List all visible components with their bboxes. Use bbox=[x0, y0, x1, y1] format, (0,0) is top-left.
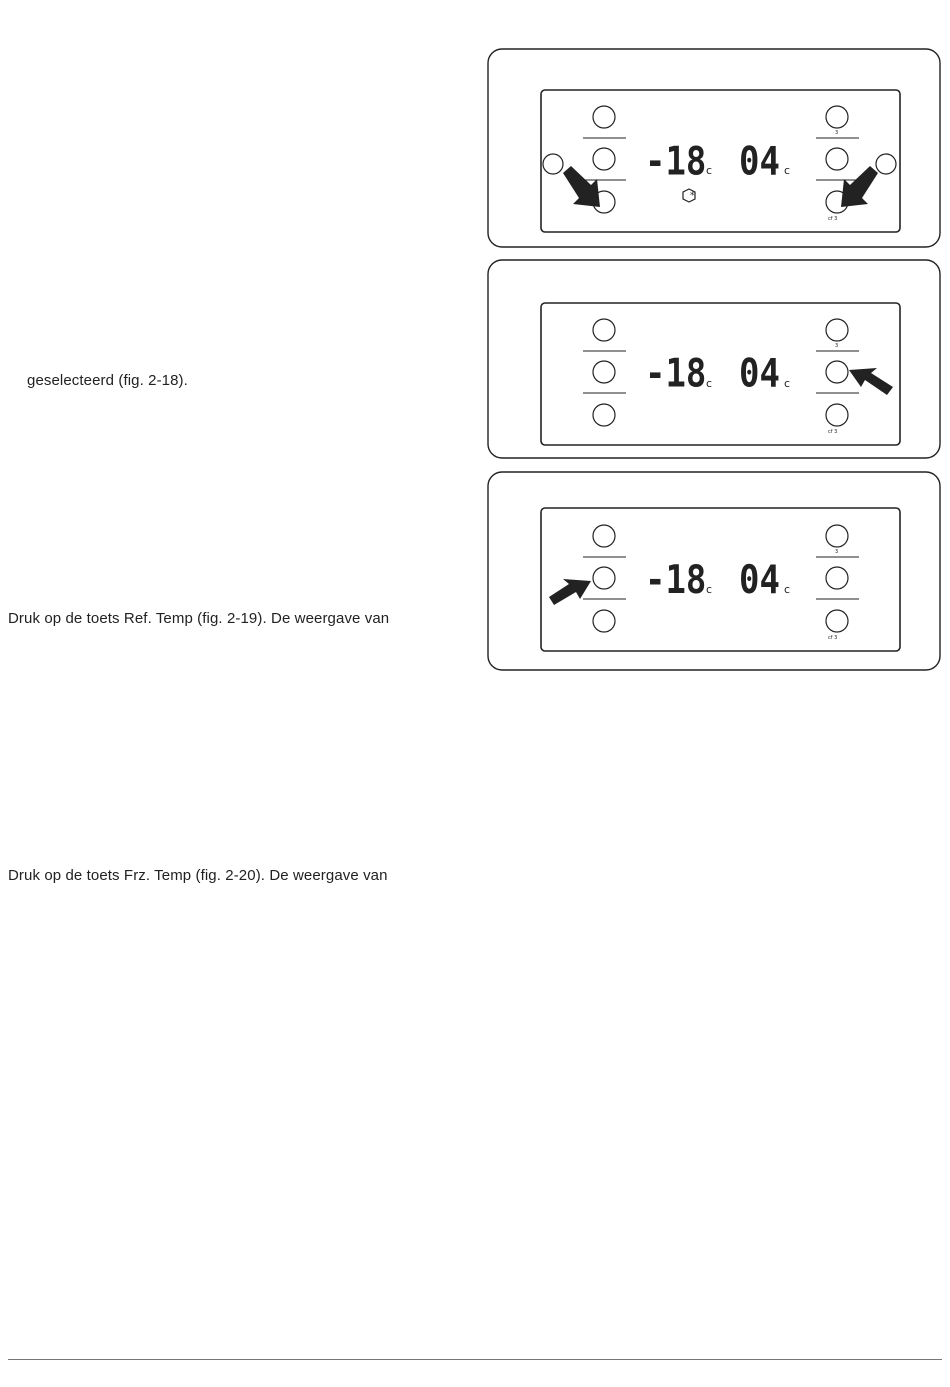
freezer-temp-readout: -18 bbox=[645, 138, 707, 185]
panel-label: 3 bbox=[835, 343, 839, 349]
middle-right-button bbox=[826, 567, 848, 589]
freezer-temp-readout: -18 bbox=[645, 350, 707, 397]
arrow-pointer-right bbox=[841, 166, 878, 207]
right-side-key bbox=[876, 154, 896, 174]
bottom-right-button bbox=[826, 610, 848, 632]
arrow-pointer-left bbox=[563, 166, 600, 207]
control-panel-figure-2 bbox=[487, 259, 942, 460]
middle-left-button bbox=[593, 148, 615, 170]
panel-label: 3 bbox=[835, 549, 839, 555]
footer-rule bbox=[8, 1359, 942, 1360]
top-right-button bbox=[826, 319, 848, 341]
middle-left-button bbox=[593, 567, 615, 589]
panel-label: c bbox=[706, 377, 713, 390]
paragraph-frz-temp: Druk op de toets Frz. Temp (fig. 2-20). De weergave van bbox=[8, 867, 388, 884]
arrow-pointer-left bbox=[549, 579, 591, 605]
arrow-pointer-right bbox=[849, 368, 893, 395]
panel-label: c bbox=[784, 377, 791, 390]
panel-label: c bbox=[706, 583, 713, 596]
fridge-temp-readout: 04 bbox=[739, 556, 780, 603]
bottom-left-button bbox=[593, 610, 615, 632]
control-panel-figure-3 bbox=[487, 471, 942, 672]
top-right-button bbox=[826, 106, 848, 128]
top-left-button bbox=[593, 319, 615, 341]
left-side-key bbox=[543, 154, 563, 174]
fridge-temp-readout: 04 bbox=[739, 350, 780, 397]
control-panel-figure-1 bbox=[487, 48, 942, 249]
bottom-right-button bbox=[826, 404, 848, 426]
middle-right-button bbox=[826, 361, 848, 383]
panel-label: cf 3 bbox=[828, 429, 838, 435]
top-left-button bbox=[593, 525, 615, 547]
top-right-button bbox=[826, 525, 848, 547]
panel-label: c bbox=[706, 164, 713, 177]
paragraph-selected: geselecteerd (fig. 2-18). bbox=[27, 372, 188, 389]
panel-label: c bbox=[784, 164, 791, 177]
fridge-temp-readout: 04 bbox=[739, 138, 780, 185]
panel-label: cf 3 bbox=[828, 635, 838, 641]
panel-label: c bbox=[784, 583, 791, 596]
top-left-button bbox=[593, 106, 615, 128]
middle-right-button bbox=[826, 148, 848, 170]
middle-left-button bbox=[593, 361, 615, 383]
superfreeze-icon bbox=[683, 189, 695, 202]
paragraph-ref-temp: Druk op de toets Ref. Temp (fig. 2-19). De weergave van bbox=[8, 610, 390, 627]
freezer-temp-readout: -18 bbox=[645, 556, 707, 603]
panel-label: 3 bbox=[835, 130, 839, 136]
panel-label: * bbox=[690, 191, 695, 201]
panel-label: cf 3 bbox=[828, 216, 838, 222]
bottom-left-button bbox=[593, 404, 615, 426]
